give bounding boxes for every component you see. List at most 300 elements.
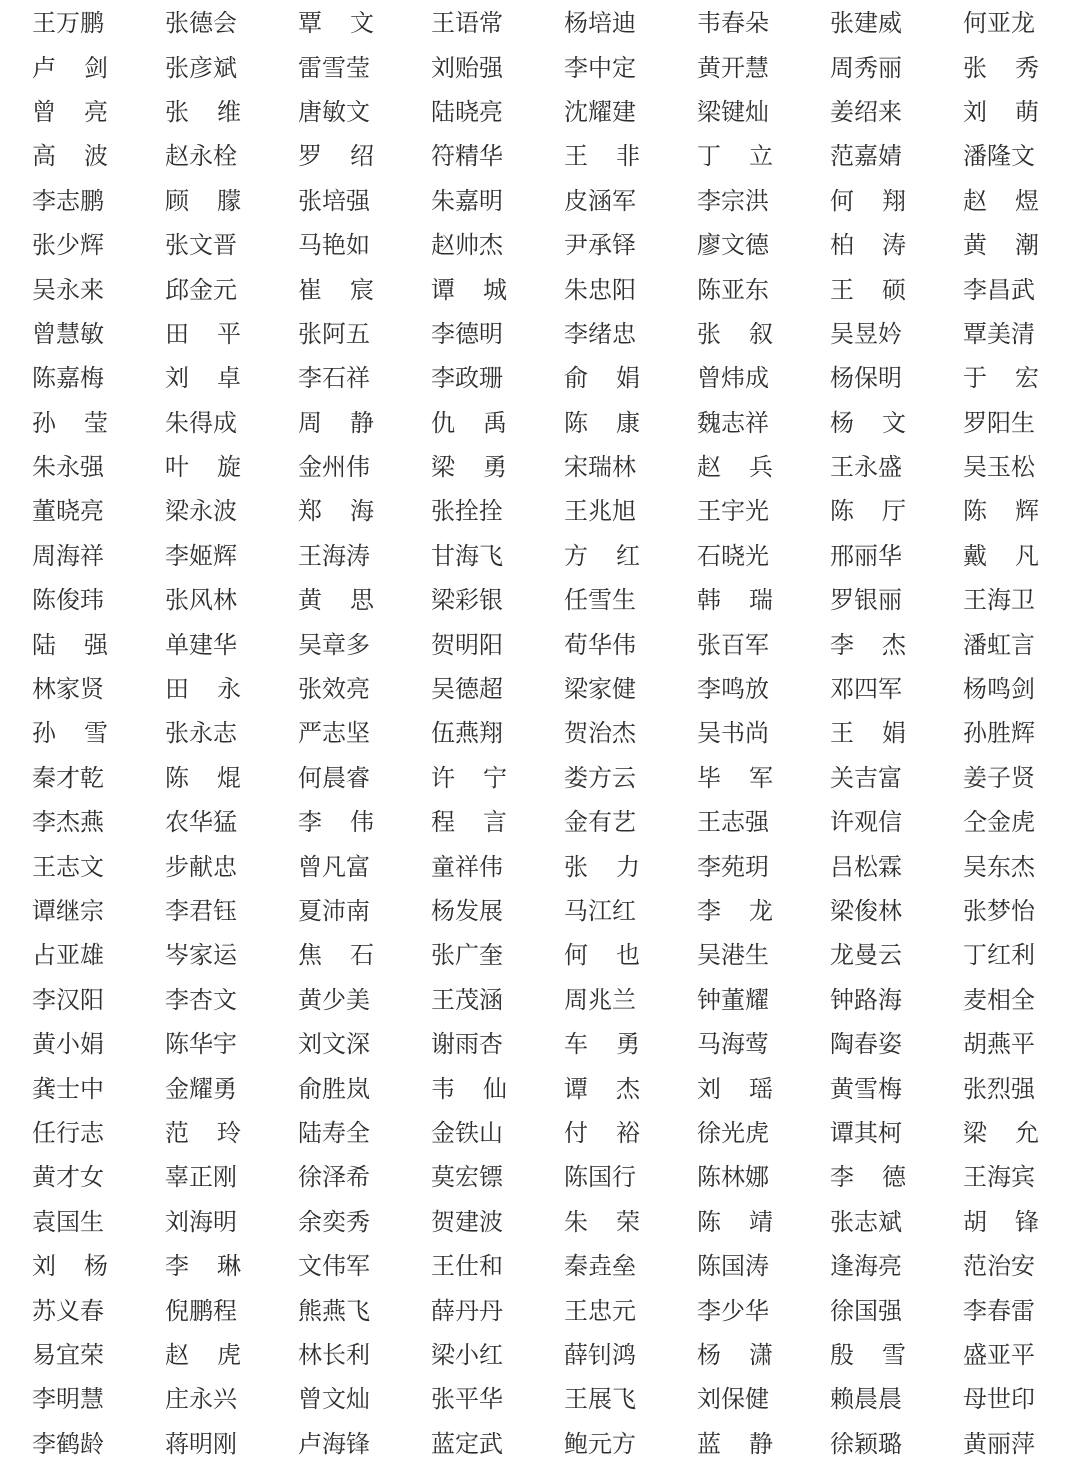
name-entry [564,356,640,400]
name-entry: 李杏文 [165,985,237,1014]
name-entry: 李昌武 [963,275,1035,304]
name-entry: 赖晨晨 [830,1385,902,1414]
name-char: 石 [350,941,374,970]
name-char: 焦 [298,941,322,970]
name-char: 莹 [84,408,108,437]
name-char: 永 [217,675,241,704]
name-char: 孙 [32,719,56,748]
name-char: 杨 [84,1252,108,1281]
name-char: 田 [165,675,189,704]
name-entry: 盛亚平 [963,1340,1035,1369]
name-entry: 许观信 [830,808,902,837]
name-entry [564,844,640,888]
name-entry [564,401,640,445]
name-entry: 石晓光 [697,541,769,570]
name-entry [564,1022,640,1066]
name-entry: 张志斌 [830,1207,902,1236]
name-char: 禹 [483,408,507,437]
name-entry [298,1,374,45]
name-char: 田 [165,319,189,348]
name-entry: 符精华 [431,142,503,171]
name-entry [165,1111,241,1155]
name-entry: 秦垚垒 [564,1252,636,1281]
name-char: 张 [564,852,588,881]
name-entry [963,1111,1039,1155]
name-entry: 王语常 [431,9,503,38]
name-entry: 吴书尚 [697,719,769,748]
name-entry: 张建威 [830,9,902,38]
name-entry: 庄永兴 [165,1385,237,1414]
name-entry: 龚士中 [32,1074,104,1103]
name-entry: 张平华 [431,1385,503,1414]
name-entry [697,1333,773,1377]
name-char: 王 [830,275,854,304]
name-entry: 莫宏镖 [431,1163,503,1192]
name-entry: 李中定 [564,53,636,82]
name-char: 许 [431,763,455,792]
name-entry: 关吉富 [830,763,902,792]
name-char: 维 [217,97,241,126]
name-char: 柏 [830,231,854,260]
name-entry: 吴章多 [298,630,370,659]
name-entry [165,179,241,223]
name-char: 强 [84,630,108,659]
name-char: 城 [483,275,507,304]
name-entry: 张效亮 [298,675,370,704]
name-entry: 谭继宗 [32,897,104,925]
name-entry: 何晨睿 [298,763,370,792]
name-char: 刘 [32,1252,56,1281]
name-entry: 薛丹丹 [431,1296,503,1325]
name-entry: 步献忠 [165,852,237,881]
name-entry [32,134,108,178]
name-entry: 曾凡富 [298,852,370,881]
name-entry [564,1111,640,1155]
name-entry: 余奕秀 [298,1207,370,1236]
name-entry: 陈林娜 [697,1163,769,1192]
name-entry [697,578,773,622]
name-char: 萌 [1015,97,1039,126]
name-entry: 陈俊玮 [32,586,104,615]
name-entry [32,1244,108,1288]
name-entry [697,889,773,933]
name-entry: 贺建波 [431,1207,503,1236]
name-char: 于 [963,364,987,393]
name-char: 谭 [431,275,455,304]
name-char: 丁 [697,142,721,171]
name-entry [564,134,640,178]
name-char: 红 [616,541,640,570]
name-entry: 廖文德 [697,231,769,260]
name-char: 焜 [217,763,241,792]
name-entry: 魏志祥 [697,408,769,437]
name-char: 力 [616,852,640,881]
name-char: 叶 [165,453,189,482]
name-entry: 赵永栓 [165,142,237,171]
name-char: 仇 [431,408,455,437]
name-entry: 黄才女 [32,1163,104,1192]
name-char: 杨 [830,408,854,437]
name-entry: 王兆旭 [564,497,636,526]
name-entry: 杨保明 [830,364,902,393]
name-entry: 陈国涛 [697,1252,769,1281]
name-entry: 黄丽萍 [963,1429,1035,1458]
name-entry: 李杰燕 [32,808,104,837]
name-entry [830,1155,906,1199]
name-char: 李 [830,1163,854,1192]
name-entry [697,1422,773,1466]
name-char: 李 [697,897,721,925]
name-entry: 王茂涵 [431,985,503,1014]
name-entry: 马海莺 [697,1030,769,1059]
name-char: 程 [431,808,455,837]
name-entry [830,223,906,267]
name-entry [963,90,1039,134]
name-char: 梁 [431,453,455,482]
name-char: 杰 [616,1074,640,1103]
name-entry: 张百军 [697,630,769,659]
name-entry: 梁小红 [431,1340,503,1369]
name-entry: 易宜荣 [32,1340,104,1369]
name-entry: 曾炜成 [697,364,769,393]
name-entry: 王展飞 [564,1385,636,1414]
name-char: 朦 [217,186,241,215]
name-entry: 罗阳生 [963,408,1035,437]
name-entry [165,90,241,134]
name-entry: 吴玉松 [963,453,1035,482]
name-entry [165,667,241,711]
name-entry: 母世印 [963,1385,1035,1414]
name-entry: 张少辉 [32,231,104,260]
name-char: 何 [830,186,854,215]
name-entry: 张培强 [298,186,370,215]
name-char: 叙 [749,319,773,348]
name-entry [830,401,906,445]
name-char: 琳 [217,1252,241,1281]
name-entry: 韦春朵 [697,9,769,38]
name-entry: 文伟军 [298,1252,370,1281]
name-entry: 金耀勇 [165,1074,237,1103]
name-entry: 鲍元方 [564,1429,636,1458]
name-char: 赵 [697,453,721,482]
name-entry [298,134,374,178]
name-entry: 李少华 [697,1296,769,1325]
name-entry [564,1066,640,1110]
name-entry: 李汉阳 [32,985,104,1014]
name-char: 静 [749,1429,773,1458]
name-entry [298,800,374,844]
name-entry: 秦才乾 [32,763,104,792]
name-entry: 吴昱妗 [830,319,902,348]
name-char: 张 [963,53,987,82]
name-entry: 王忠元 [564,1296,636,1325]
name-char: 梁 [963,1118,987,1147]
name-entry: 张永志 [165,719,237,748]
name-entry [963,489,1039,533]
name-char: 赵 [963,186,987,215]
name-char: 辉 [1015,497,1039,526]
name-entry: 童祥伟 [431,852,503,881]
name-entry: 夏沛南 [298,897,370,925]
name-char: 兵 [749,453,773,482]
name-entry: 金铁山 [431,1118,503,1147]
name-char: 瑶 [749,1074,773,1103]
name-char: 周 [298,408,322,437]
name-char: 杨 [697,1340,721,1369]
name-entry: 王志文 [32,852,104,881]
name-entry: 袁国生 [32,1207,104,1236]
name-entry: 朱永强 [32,453,104,482]
name-entry: 农华猛 [165,808,237,837]
name-entry: 陈亚东 [697,275,769,304]
name-entry: 孙胜辉 [963,719,1035,748]
name-char: 陈 [564,408,588,437]
name-entry: 何亚龙 [963,9,1035,38]
name-char: 胡 [963,1207,987,1236]
name-char: 虎 [217,1340,241,1369]
name-entry: 陆寿全 [298,1118,370,1147]
name-char: 韩 [697,586,721,615]
name-char: 凡 [1015,541,1039,570]
name-entry [298,401,374,445]
name-char: 孙 [32,408,56,437]
name-char: 潮 [1015,231,1039,260]
name-char: 顾 [165,186,189,215]
name-entry [564,933,640,977]
name-entry: 苏义春 [32,1296,104,1325]
name-char: 陈 [830,497,854,526]
name-entry: 姜子贤 [963,763,1035,792]
name-entry: 邱金元 [165,275,237,304]
name-entry: 尹承铎 [564,231,636,260]
name-char: 黄 [298,586,322,615]
name-char: 涛 [882,231,906,260]
name-entry [165,312,241,356]
name-char: 方 [564,541,588,570]
name-entry [431,756,507,800]
name-entry: 潘隆文 [963,142,1035,171]
name-entry: 张烈强 [963,1074,1035,1103]
name-entry: 陶春姿 [830,1030,902,1059]
name-entry [697,1066,773,1110]
name-entry: 黄少美 [298,985,370,1014]
name-entry: 赵帅杰 [431,231,503,260]
name-entry [564,534,640,578]
name-entry: 徐国强 [830,1296,902,1325]
name-entry [963,356,1039,400]
name-char: 崔 [298,275,322,304]
name-char: 毕 [697,763,721,792]
name-char: 靖 [749,1207,773,1236]
name-char: 郑 [298,497,322,526]
name-entry [830,711,906,755]
name-entry [431,1066,507,1110]
name-char: 陆 [32,630,56,659]
name-entry: 朱嘉明 [431,186,503,215]
name-entry: 林长利 [298,1340,370,1369]
name-char: 旋 [217,453,241,482]
name-entry: 王志强 [697,808,769,837]
name-entry [830,622,906,666]
name-entry: 甘海飞 [431,541,503,570]
name-entry [165,1333,241,1377]
name-char: 伟 [350,808,374,837]
name-entry [564,1200,640,1244]
name-char: 翔 [882,186,906,215]
name-entry: 曾慧敏 [32,319,104,348]
name-entry: 荀华伟 [564,630,636,659]
name-entry: 李德明 [431,319,503,348]
name-entry: 王万鹏 [32,9,104,38]
name-entry: 宋瑞林 [564,453,636,482]
name-entry: 邢丽华 [830,541,902,570]
name-entry: 杨培迪 [564,9,636,38]
name-entry: 马江红 [564,897,636,925]
name-entry: 龙曼云 [830,941,902,970]
name-char: 绍 [350,142,374,171]
name-entry: 薛钊鸿 [564,1340,636,1369]
name-entry [830,179,906,223]
name-entry: 罗银丽 [830,586,902,615]
name-char: 静 [350,408,374,437]
name-char: 龙 [749,897,773,925]
name-entry: 李政珊 [431,364,503,393]
name-char: 康 [616,408,640,437]
name-entry: 贺治杰 [564,719,636,748]
name-char: 卢 [32,53,56,82]
name-entry: 徐光虎 [697,1118,769,1147]
name-entry: 张梦怡 [963,897,1035,925]
name-char: 朱 [564,1207,588,1236]
name-char: 秀 [1015,53,1039,82]
name-entry: 王仕和 [431,1252,503,1281]
name-entry: 李志鹏 [32,186,104,215]
name-char: 波 [84,142,108,171]
name-entry: 杨发展 [431,897,503,925]
name-entry: 伍燕翔 [431,719,503,748]
name-entry: 辜正刚 [165,1163,237,1192]
name-char: 娟 [882,719,906,748]
name-entry: 张彦斌 [165,53,237,82]
name-char: 军 [749,763,773,792]
name-entry [963,223,1039,267]
name-entry: 刘海明 [165,1207,237,1236]
name-char: 仙 [483,1074,507,1103]
name-char: 勇 [616,1030,640,1059]
name-entry: 单建华 [165,630,237,659]
name-char: 刘 [165,364,189,393]
name-entry [298,578,374,622]
name-char: 刘 [963,97,987,126]
name-char: 罗 [298,142,322,171]
name-entry: 梁键灿 [697,97,769,126]
name-entry: 倪鹏程 [165,1296,237,1325]
name-char: 亮 [84,97,108,126]
name-entry: 周海祥 [32,541,104,570]
name-entry [32,90,108,134]
name-entry: 黄雪梅 [830,1074,902,1103]
name-entry: 梁永波 [165,497,237,526]
name-entry: 王海涛 [298,541,370,570]
name-char: 言 [483,808,507,837]
name-entry: 李鸣放 [697,675,769,704]
name-entry: 逢海亮 [830,1252,902,1281]
name-char: 娟 [616,364,640,393]
name-entry: 李明慧 [32,1385,104,1414]
name-char: 玲 [217,1118,241,1147]
name-entry: 王海卫 [963,586,1035,615]
name-char: 剑 [84,53,108,82]
name-entry: 徐颖璐 [830,1429,902,1458]
name-entry: 张文晋 [165,231,237,260]
name-char: 黄 [963,231,987,260]
name-char: 宏 [1015,364,1039,393]
name-entry: 陈华宇 [165,1030,237,1059]
name-entry [431,800,507,844]
name-char: 文 [882,408,906,437]
name-char: 裕 [616,1118,640,1147]
name-entry: 李姬辉 [165,541,237,570]
name-entry: 李君钰 [165,897,237,925]
name-entry: 李苑玥 [697,852,769,881]
name-char: 煜 [1015,186,1039,215]
name-char: 海 [350,497,374,526]
name-entry [32,711,108,755]
name-char: 俞 [564,364,588,393]
name-entry: 王海宾 [963,1163,1035,1192]
name-entry [165,1244,241,1288]
name-entry [298,489,374,533]
name-entry: 唐敏文 [298,97,370,126]
name-entry: 麦相全 [963,985,1035,1014]
name-char: 立 [749,142,773,171]
name-entry: 蒋明刚 [165,1429,237,1458]
name-entry: 邓四军 [830,675,902,704]
name-entry: 黄小娟 [32,1030,104,1059]
name-char: 赵 [165,1340,189,1369]
name-char: 李 [830,630,854,659]
name-entry: 张拴拴 [431,497,503,526]
name-char: 范 [165,1118,189,1147]
name-entry: 林家贤 [32,675,104,704]
name-entry [165,445,241,489]
name-char: 殷 [830,1340,854,1369]
name-entry: 娄方云 [564,763,636,792]
name-char: 曾 [32,97,56,126]
name-entry: 吴东杰 [963,852,1035,881]
name-entry: 曾文灿 [298,1385,370,1414]
name-char: 刘 [697,1074,721,1103]
name-char: 杰 [882,630,906,659]
name-entry [963,45,1039,89]
name-entry: 俞胜岚 [298,1074,370,1103]
name-char: 李 [165,1252,189,1281]
name-entry [431,267,507,311]
name-char: 王 [564,142,588,171]
name-entry: 王宇光 [697,497,769,526]
name-char: 覃 [298,9,322,38]
name-entry: 张德会 [165,9,237,38]
name-entry: 谢雨杏 [431,1030,503,1059]
name-char: 韦 [431,1074,455,1103]
name-entry: 占亚雄 [32,941,104,970]
name-entry [697,1200,773,1244]
name-char: 瑞 [749,586,773,615]
name-char: 谭 [564,1074,588,1103]
name-entry: 张广奎 [431,941,503,970]
name-char: 张 [165,97,189,126]
name-char: 雪 [84,719,108,748]
